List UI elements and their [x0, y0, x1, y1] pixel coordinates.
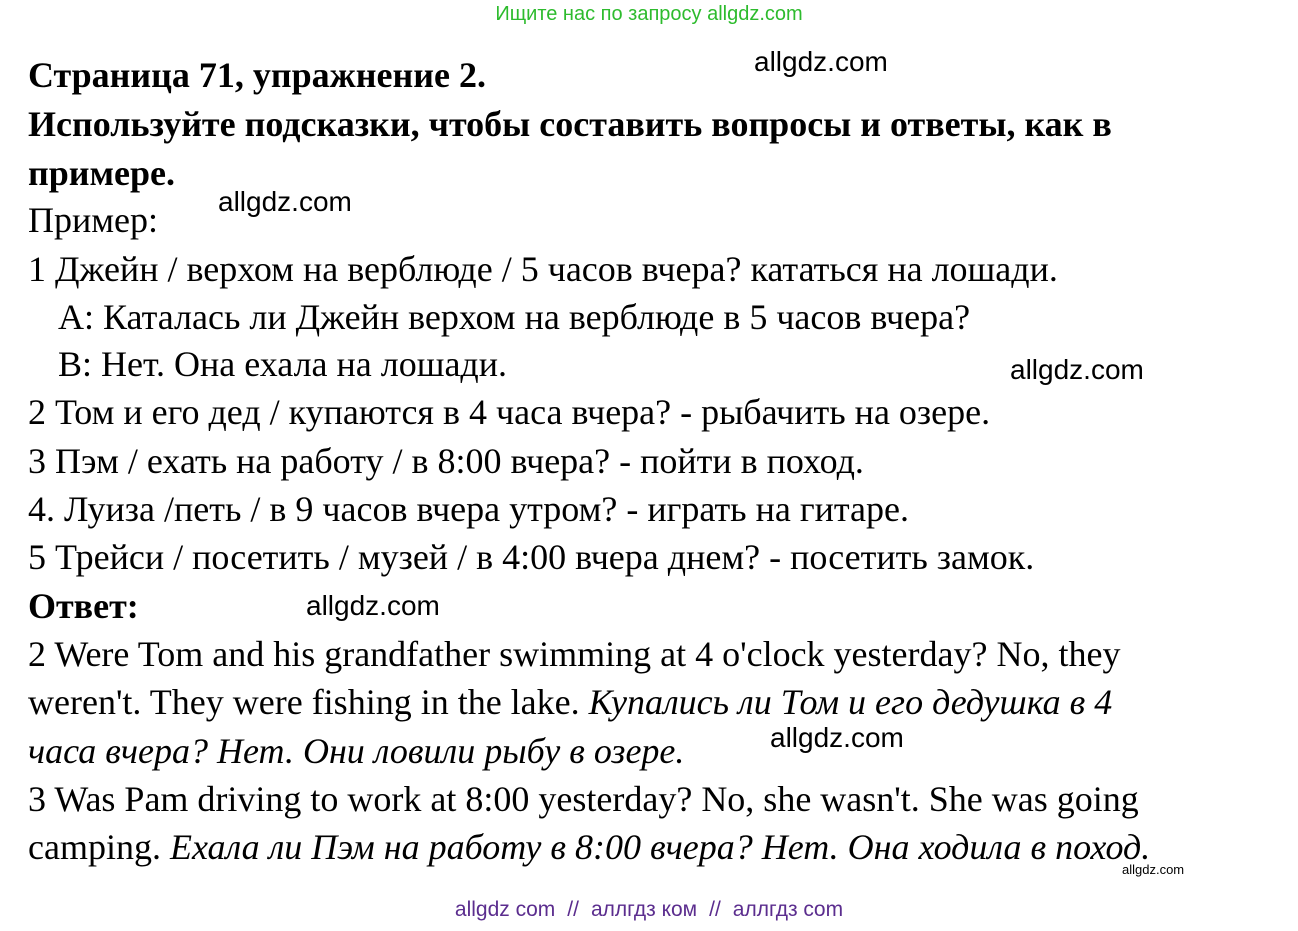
- footer-link-allgdz-ru[interactable]: аллгдз ком: [590, 898, 698, 921]
- watermark: allgdz.com: [770, 722, 904, 753]
- answer-3-english: camping.: [28, 827, 170, 867]
- watermark: allgdz.com: [1122, 862, 1185, 877]
- answer-2-english: weren't. They were fishing in the lake.: [28, 682, 589, 722]
- task-instruction: Используйте подсказки, чтобы составить вопросы и ответы, как в: [28, 104, 1112, 144]
- footer-link-allgdz-mixed[interactable]: аллгдз com: [732, 898, 844, 921]
- footer-links: [0, 898, 1298, 922]
- answer-2-line-2: [28, 682, 1112, 722]
- search-banner: Ищите нас по запросу allgdz.com: [495, 3, 803, 25]
- example-label: Пример:: [28, 200, 159, 240]
- watermark: allgdz.com: [754, 46, 888, 77]
- answer-2-line-1: 2 Were Tom and his grandfather swimming at 4 o'clock yesterday? No, they: [28, 634, 1121, 674]
- answer-2-russian: Купались ли Том и его дедушка в 4: [588, 682, 1113, 722]
- prompt-1-answer: B: Нет. Она ехала на лошади.: [58, 344, 508, 384]
- footer-separator: //: [567, 898, 579, 921]
- prompt-3: 3 Пэм / ехать на работу / в 8:00 вчера? - пойти в поход.: [28, 441, 864, 481]
- footer-link-allgdz[interactable]: allgdz com: [454, 898, 556, 921]
- prompt-1: 1 Джейн / верхом на верблюде / 5 часов вчера? кататься на лошади.: [28, 249, 1058, 289]
- answer-2-line-3: часа вчера? Нет. Они ловили рыбу в озере.: [28, 731, 685, 771]
- footer-separator: //: [709, 898, 721, 921]
- watermark: allgdz.com: [1010, 354, 1144, 385]
- answer-3-line-1: 3 Was Pam driving to work at 8:00 yesterday? No, she wasn't. She was going: [28, 779, 1139, 819]
- answer-3-line-2: [28, 827, 1150, 867]
- prompt-1-question: A: Каталась ли Джейн верхом на верблюде в 5 часов вчера?: [58, 297, 971, 337]
- answer-3-russian: Ехала ли Пэм на работу в 8:00 вчера? Нет. Она ходила в поход.: [169, 827, 1151, 867]
- prompt-2: 2 Том и его дед / купаются в 4 часа вчера? - рыбачить на озере.: [28, 392, 991, 432]
- task-instruction-cont: примере.: [28, 153, 176, 193]
- answer-label: Ответ:: [28, 586, 139, 626]
- watermark: allgdz.com: [218, 186, 352, 217]
- page-title: Страница 71, упражнение 2.: [28, 55, 486, 95]
- prompt-5: 5 Трейси / посетить / музей / в 4:00 вчера днем? - посетить замок.: [28, 537, 1035, 577]
- watermark: allgdz.com: [306, 590, 440, 621]
- prompt-4: 4. Луиза /петь / в 9 часов вчера утром? - играть на гитаре.: [28, 489, 909, 529]
